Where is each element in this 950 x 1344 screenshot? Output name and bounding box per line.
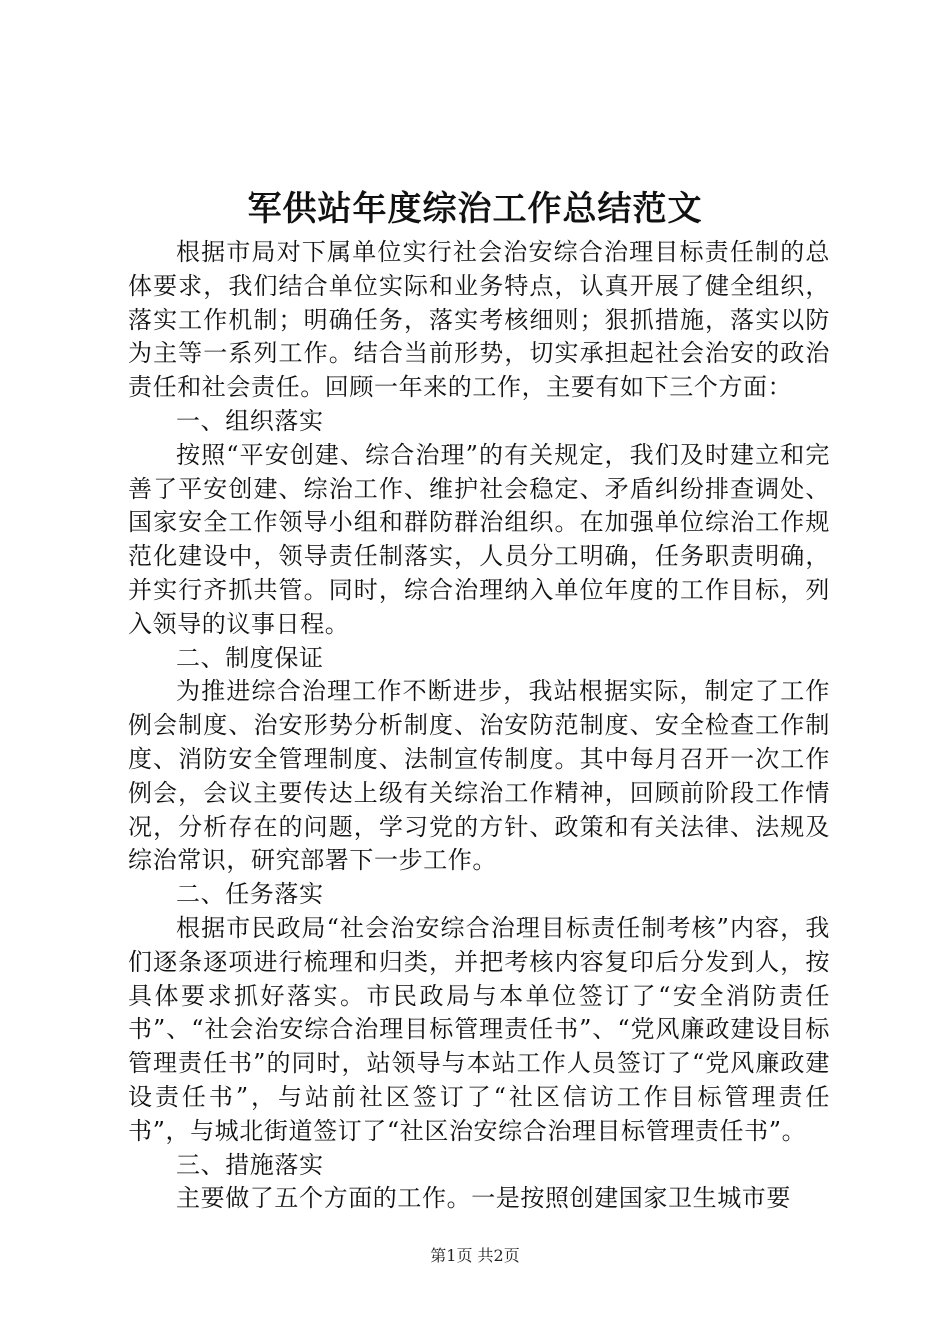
document-title: 军供站年度综治工作总结范文 <box>247 189 703 229</box>
tasks-paragraph: 根据市民政局“社会治安综合治理目标责任制考核”内容，我们逐条逐项进行梳理和归类，并把考核内容复印后分发到人，按具体要求抓好落实。市民政局与本单位签订了“安全消防责任书”、“社会治安综合治理目标管理责任书”、“党风廉政建设目标管理责任书”的同时，站领导与本站工作人员签订了“党风廉政建设责任书”，与站前社区签订了“社区信访工作目标管理责任书”，与城北街道签订了“社区治安综合治理目标管理责任书”。 <box>128 913 830 1145</box>
intro-paragraph: 根据市局对下属单位实行社会治安综合治理目标责任制的总体要求，我们结合单位实际和业务特点，认真开展了健全组织，落实工作机制；明确任务，落实考核细则；狠抓措施，落实以防为主等一系列工作。结合当前形势，切实承担起社会治安的政治责任和社会责任。回顾一年来的工作，主要有如下三个方面： <box>128 238 830 402</box>
system-paragraph: 为推进综合治理工作不断进步，我站根据实际，制定了工作例会制度、治安形势分析制度、治安防范制度、安全检查工作制度、消防安全管理制度、法制宣传制度。其中每月召开一次工作例会，会议主要传达上级有关综治工作精神，回顾前阶段工作情况，分析存在的问题，学习党的方针、政策和有关法律、法规及综治常识，研究部署下一步工作。 <box>128 677 830 875</box>
measures-paragraph: 主要做了五个方面的工作。一是按照创建国家卫生城市要 <box>176 1184 791 1213</box>
document-body <box>128 236 830 1216</box>
organization-paragraph: 按照“平安创建、综合治理”的有关规定，我们及时建立和完善了平安创建、综治工作、维护社会稳定、矛盾纠纷排查调处、国家安全工作领导小组和群防群治组织。在加强单位综治工作规范化建设中，领导责任制落实，人员分工明确，任务职责明确，并实行齐抓共管。同时，综合治理纳入单位年度的工作目标，列入领导的议事日程。 <box>128 440 830 638</box>
section-heading-system: 二、制度保证 <box>176 643 324 672</box>
section-heading-measures: 三、措施落实 <box>176 1150 324 1179</box>
section-heading-organization: 一、组织落实 <box>176 406 324 435</box>
page-footer: 第1页 共2页 <box>430 1246 520 1265</box>
section-heading-tasks: 二、任务落实 <box>176 880 324 909</box>
